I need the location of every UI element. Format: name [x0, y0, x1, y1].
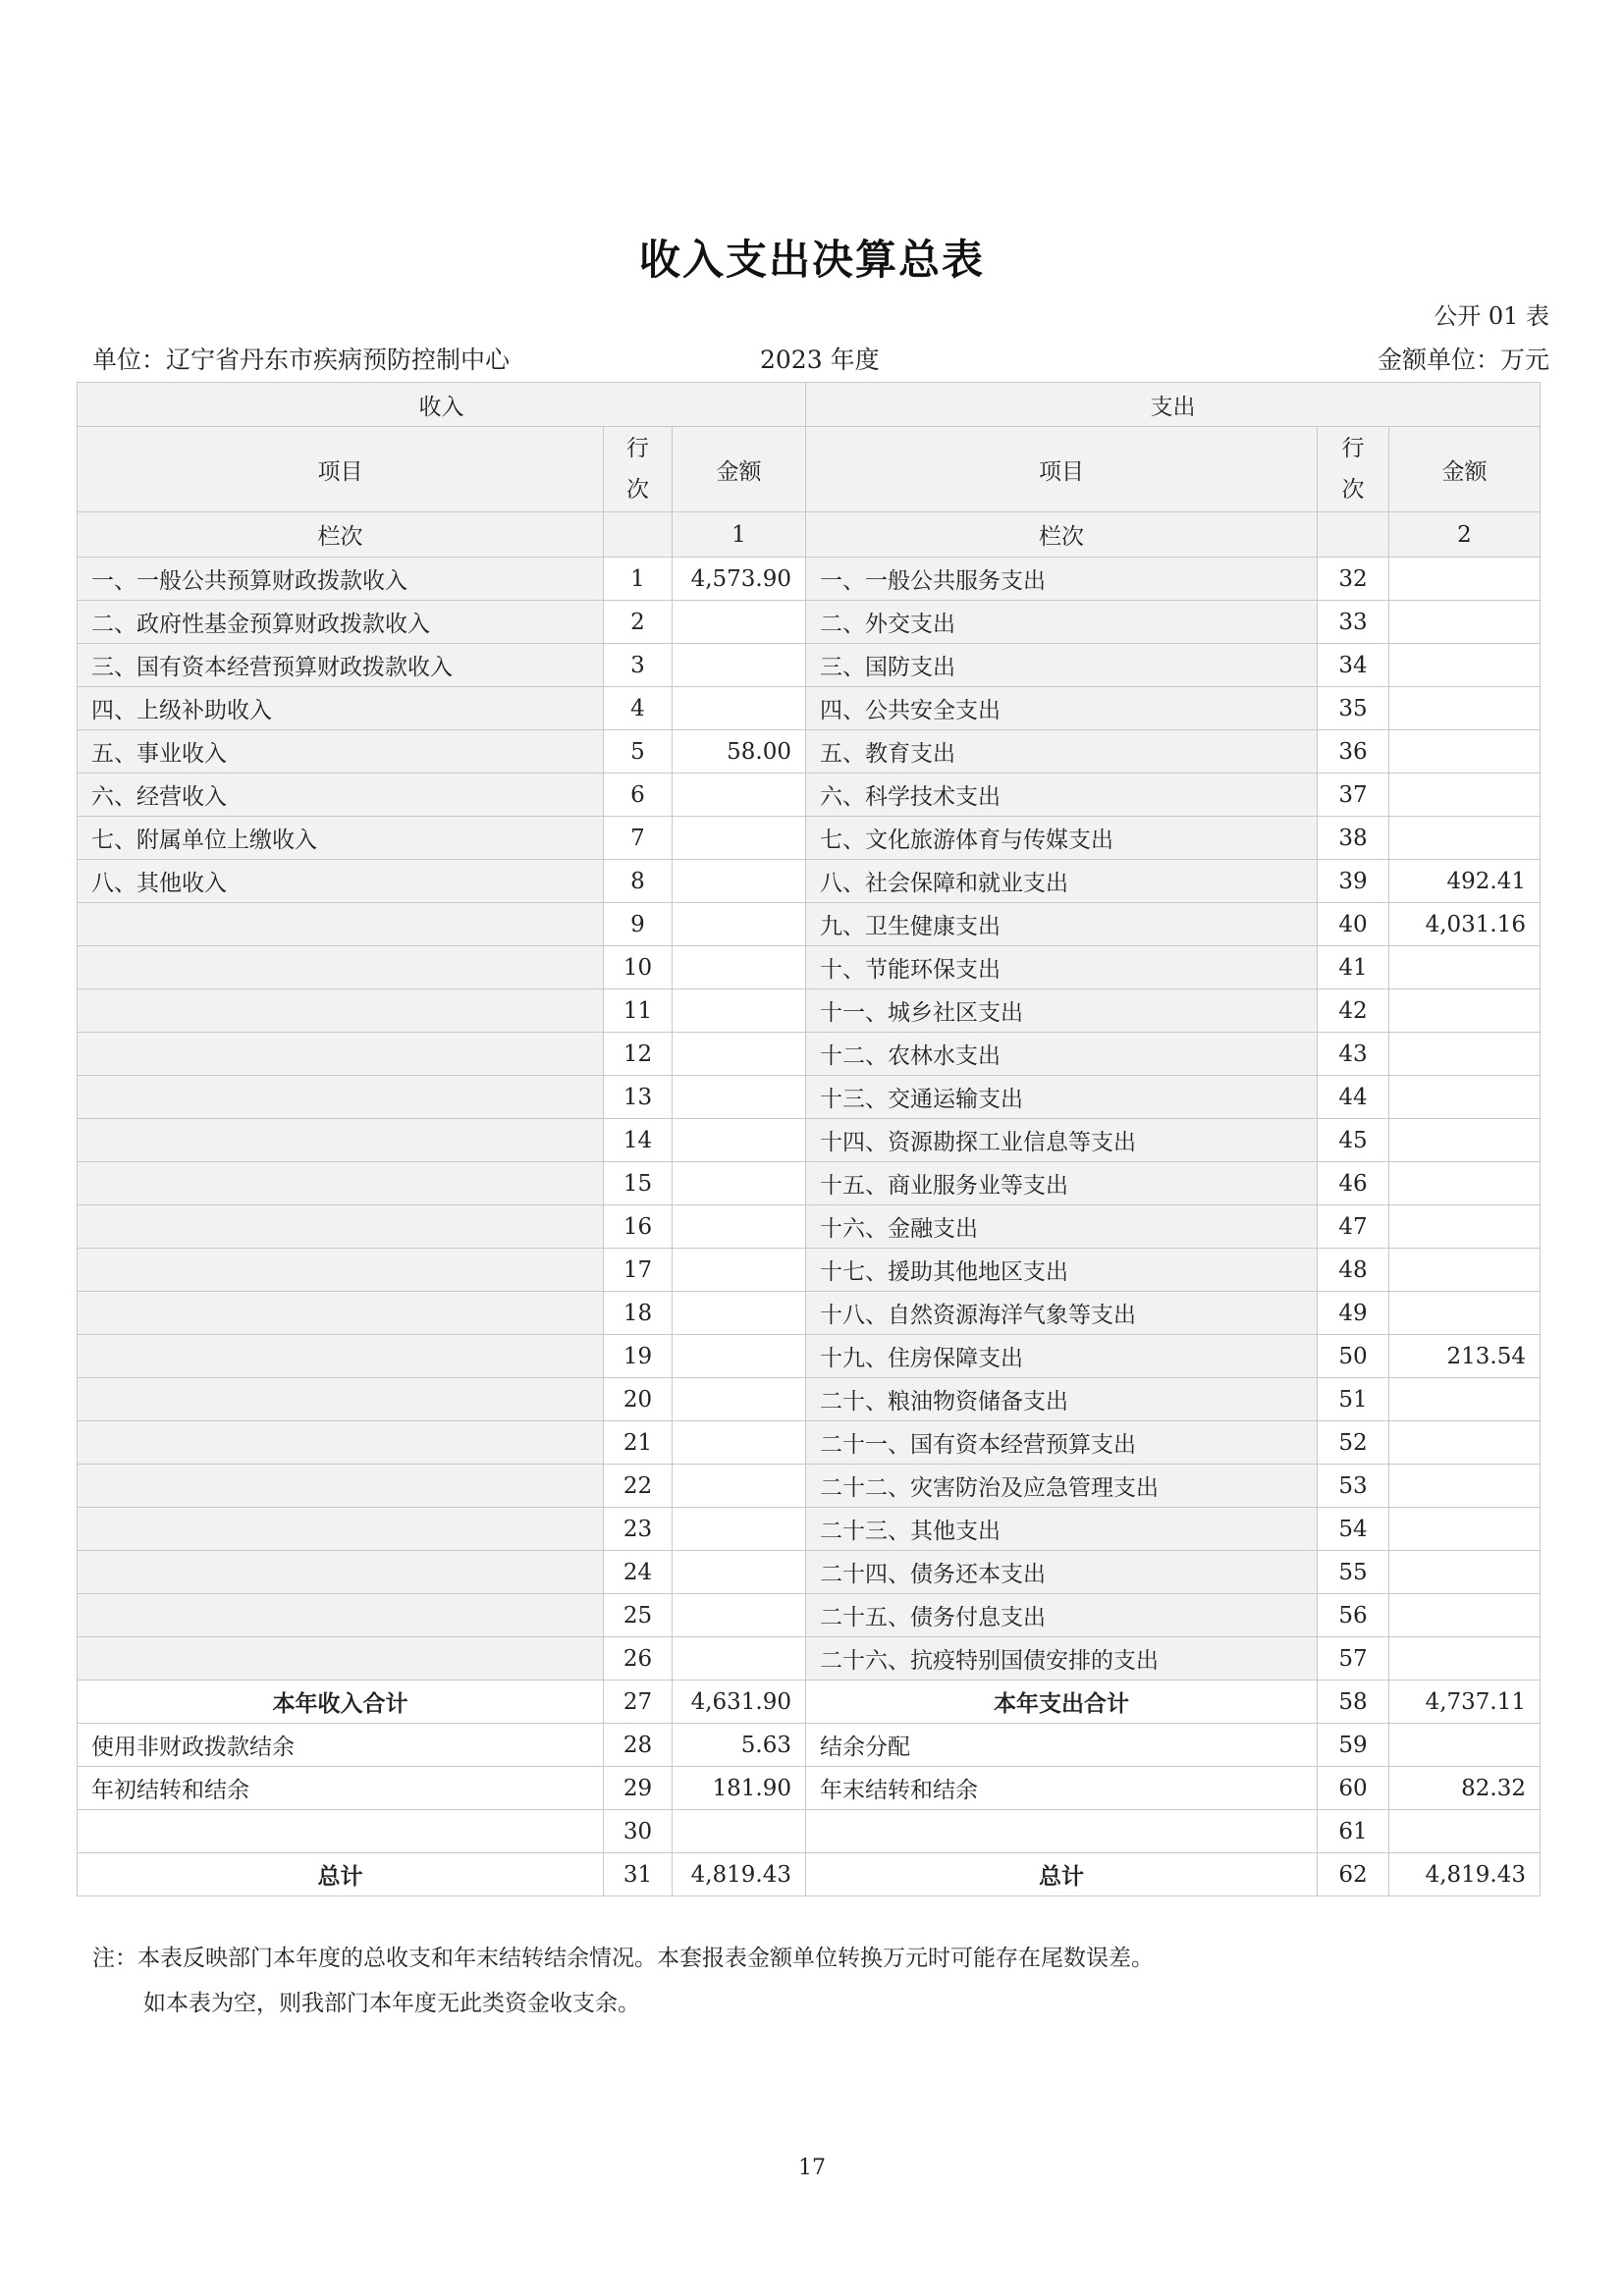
- income-rowno-cell: 21: [604, 1421, 673, 1465]
- expense-amount-cell: [1389, 644, 1541, 687]
- expense-amount-cell: 213.54: [1389, 1335, 1541, 1378]
- expense-amount-cell: 82.32: [1389, 1767, 1541, 1810]
- income-rowno-cell: 18: [604, 1292, 673, 1335]
- expense-rowno-cell: 46: [1318, 1162, 1389, 1205]
- income-rowno-cell: 31: [604, 1853, 673, 1896]
- expense-amount-cell: [1389, 1551, 1541, 1594]
- table-row: [78, 989, 1541, 1033]
- income-amount-cell: [673, 1033, 806, 1076]
- income-item-cell: [78, 1378, 604, 1421]
- income-amount-cell: 4,631.90: [673, 1681, 806, 1724]
- expense-item-cell: 三、国防支出: [806, 644, 1318, 687]
- income-rowno-cell: 11: [604, 989, 673, 1033]
- expense-amount-cell: [1389, 1637, 1541, 1681]
- income-item-cell: [78, 1119, 604, 1162]
- income-item-cell: [78, 1249, 604, 1292]
- expense-amount-cell: [1389, 1249, 1541, 1292]
- expense-item-cell: 十、节能环保支出: [806, 946, 1318, 989]
- expense-column-index-label: 栏次: [806, 512, 1318, 558]
- table-row: [78, 644, 1541, 687]
- income-item-cell: [78, 1292, 604, 1335]
- expense-rowno-cell: 37: [1318, 774, 1389, 817]
- expense-item-cell: 二十五、债务付息支出: [806, 1594, 1318, 1637]
- page-number: 17: [798, 2156, 826, 2180]
- expense-amount-cell: [1389, 1508, 1541, 1551]
- income-item-cell: [78, 1508, 604, 1551]
- expense-amount-cell: [1389, 1724, 1541, 1767]
- expense-amount-cell: [1389, 1594, 1541, 1637]
- income-item-cell: [78, 903, 604, 946]
- income-rowno-cell: 5: [604, 730, 673, 774]
- expense-item-cell: 总计: [806, 1853, 1318, 1896]
- income-amount-cell: [673, 1162, 806, 1205]
- table-row: [78, 1335, 1541, 1378]
- income-rowno-cell: 8: [604, 860, 673, 903]
- expense-rowno-cell: 59: [1318, 1724, 1389, 1767]
- expense-item-cell: 二十三、其他支出: [806, 1508, 1318, 1551]
- income-amount-cell: [673, 1551, 806, 1594]
- expense-rowno-cell: 48: [1318, 1249, 1389, 1292]
- expense-rowno-cell: 44: [1318, 1076, 1389, 1119]
- income-item-cell: [78, 1205, 604, 1249]
- expense-rowno-cell: 60: [1318, 1767, 1389, 1810]
- income-rowno-cell: 1: [604, 558, 673, 601]
- income-item-cell: 五、事业收入: [78, 730, 604, 774]
- table-row: [78, 1033, 1541, 1076]
- table-row: [78, 1810, 1541, 1853]
- expense-item-cell: 十一、城乡社区支出: [806, 989, 1318, 1033]
- expense-amount-cell: [1389, 817, 1541, 860]
- income-rowno-cell: 14: [604, 1119, 673, 1162]
- income-amount-cell: 4,819.43: [673, 1853, 806, 1896]
- table-row: [78, 1205, 1541, 1249]
- income-rowno-cell: 22: [604, 1465, 673, 1508]
- income-amount-cell: 5.63: [673, 1724, 806, 1767]
- table-row: [78, 1076, 1541, 1119]
- expense-amount-cell: 4,031.16: [1389, 903, 1541, 946]
- income-amount-cell: [673, 1335, 806, 1378]
- expense-item-cell: 二十、粮油物资储备支出: [806, 1378, 1318, 1421]
- income-column-index-number: 1: [673, 512, 806, 558]
- note-line-2: 如本表为空，则我部门本年度无此类资金收支余。: [143, 1991, 640, 2016]
- expense-item-cell: 七、文化旅游体育与传媒支出: [806, 817, 1318, 860]
- expense-rowno-cell: 62: [1318, 1853, 1389, 1896]
- income-item-cell: [78, 946, 604, 989]
- income-amount-cell: [673, 687, 806, 730]
- table-row: [78, 558, 1541, 601]
- income-item-cell: [78, 1810, 604, 1853]
- expense-amount-cell: [1389, 558, 1541, 601]
- expense-rowno-cell: 33: [1318, 601, 1389, 644]
- rowno-header-top: 行: [626, 436, 649, 461]
- expense-item-cell: 二十四、债务还本支出: [806, 1551, 1318, 1594]
- income-item-cell: [78, 1335, 604, 1378]
- rowno-header-bottom: 次: [626, 477, 649, 503]
- income-amount-cell: [673, 946, 806, 989]
- income-item-cell: [78, 1551, 604, 1594]
- meta-row: [92, 341, 1549, 376]
- income-rowno-cell: 30: [604, 1810, 673, 1853]
- income-amount-cell: 58.00: [673, 730, 806, 774]
- income-item-cell: [78, 1637, 604, 1681]
- expense-rowno-cell: 56: [1318, 1594, 1389, 1637]
- form-number: 公开 01 表: [1434, 302, 1549, 330]
- expense-amount-cell: [1389, 730, 1541, 774]
- expense-column-index-number: 2: [1389, 512, 1541, 558]
- expense-item-cell: 一、一般公共服务支出: [806, 558, 1318, 601]
- expense-rowno-cell: 34: [1318, 644, 1389, 687]
- expense-item-cell: 六、科学技术支出: [806, 774, 1318, 817]
- expense-rowno-cell: 32: [1318, 558, 1389, 601]
- expense-item-cell: 十八、自然资源海洋气象等支出: [806, 1292, 1318, 1335]
- income-amount-cell: [673, 817, 806, 860]
- expense-amount-cell: [1389, 1205, 1541, 1249]
- expense-amount-cell: [1389, 1292, 1541, 1335]
- table-row: [78, 1767, 1541, 1810]
- rowno-header-top: 行: [1341, 436, 1365, 461]
- income-rowno-cell: 24: [604, 1551, 673, 1594]
- table-row: [78, 730, 1541, 774]
- income-rowno-cell: 19: [604, 1335, 673, 1378]
- table-row: [78, 601, 1541, 644]
- expense-amount-header: 金额: [1389, 427, 1541, 512]
- expense-item-cell: 十九、住房保障支出: [806, 1335, 1318, 1378]
- header-row-sections: [78, 383, 1541, 427]
- income-item-cell: [78, 989, 604, 1033]
- income-rowno-cell: 20: [604, 1378, 673, 1421]
- money-unit: 金额单位：万元: [1377, 346, 1549, 374]
- header-row-index: [78, 512, 1541, 558]
- expense-item-cell: 本年支出合计: [806, 1681, 1318, 1724]
- income-amount-cell: [673, 601, 806, 644]
- expense-rowno-cell: 58: [1318, 1681, 1389, 1724]
- expense-section-header: 支出: [806, 383, 1541, 427]
- expense-item-cell: 八、社会保障和就业支出: [806, 860, 1318, 903]
- income-amount-cell: [673, 989, 806, 1033]
- income-item-cell: [78, 1033, 604, 1076]
- income-amount-cell: [673, 1421, 806, 1465]
- expense-rowno-cell: 41: [1318, 946, 1389, 989]
- expense-amount-cell: [1389, 1162, 1541, 1205]
- expense-item-cell: 四、公共安全支出: [806, 687, 1318, 730]
- income-item-cell: 七、附属单位上缴收入: [78, 817, 604, 860]
- income-item-cell: 使用非财政拨款结余: [78, 1724, 604, 1767]
- table-row: [78, 1421, 1541, 1465]
- income-rowno-cell: 4: [604, 687, 673, 730]
- income-rowno-cell: 10: [604, 946, 673, 989]
- table-row: [78, 903, 1541, 946]
- header-row-columns: [78, 427, 1541, 512]
- expense-amount-cell: [1389, 1033, 1541, 1076]
- income-amount-cell: [673, 1292, 806, 1335]
- income-rowno-cell: 16: [604, 1205, 673, 1249]
- income-column-index-label: 栏次: [78, 512, 604, 558]
- expense-item-cell: 十四、资源勘探工业信息等支出: [806, 1119, 1318, 1162]
- expense-rowno-cell: 49: [1318, 1292, 1389, 1335]
- expense-item-cell: 五、教育支出: [806, 730, 1318, 774]
- expense-item-cell: 十五、商业服务业等支出: [806, 1162, 1318, 1205]
- expense-item-cell: 年末结转和结余: [806, 1767, 1318, 1810]
- expense-rowno-cell: 54: [1318, 1508, 1389, 1551]
- expense-rowno-cell: 38: [1318, 817, 1389, 860]
- expense-amount-cell: [1389, 1810, 1541, 1853]
- expense-item-cell: 结余分配: [806, 1724, 1318, 1767]
- income-item-cell: [78, 1465, 604, 1508]
- expense-amount-cell: 4,737.11: [1389, 1681, 1541, 1724]
- notes: [92, 1936, 1154, 2026]
- income-rowno-cell: 27: [604, 1681, 673, 1724]
- expense-column-index-blank: [1318, 512, 1389, 558]
- income-item-cell: [78, 1162, 604, 1205]
- income-amount-cell: [673, 1465, 806, 1508]
- income-item-cell: 年初结转和结余: [78, 1767, 604, 1810]
- table-row: [78, 1292, 1541, 1335]
- expense-rowno-cell: 55: [1318, 1551, 1389, 1594]
- income-item-cell: [78, 1076, 604, 1119]
- income-item-cell: 二、政府性基金预算财政拨款收入: [78, 601, 604, 644]
- expense-amount-cell: [1389, 989, 1541, 1033]
- income-rowno-cell: 12: [604, 1033, 673, 1076]
- income-rowno-cell: 9: [604, 903, 673, 946]
- expense-item-cell: 十二、农林水支出: [806, 1033, 1318, 1076]
- income-rowno-cell: 17: [604, 1249, 673, 1292]
- table-row: [78, 946, 1541, 989]
- income-rowno-cell: 13: [604, 1076, 673, 1119]
- table-row: [78, 1551, 1541, 1594]
- expense-item-cell: 十六、金融支出: [806, 1205, 1318, 1249]
- budget-summary-table: [77, 382, 1541, 1896]
- table-row: [78, 860, 1541, 903]
- income-rowno-cell: 26: [604, 1637, 673, 1681]
- income-item-cell: 八、其他收入: [78, 860, 604, 903]
- income-amount-cell: [673, 1119, 806, 1162]
- income-amount-cell: 181.90: [673, 1767, 806, 1810]
- expense-amount-cell: [1389, 601, 1541, 644]
- unit-label: 单位：辽宁省丹东市疾病预防控制中心: [92, 346, 511, 374]
- table-row: [78, 1853, 1541, 1896]
- expense-amount-cell: [1389, 1465, 1541, 1508]
- expense-rowno-cell: 53: [1318, 1465, 1389, 1508]
- income-amount-cell: [673, 1378, 806, 1421]
- income-amount-header: 金额: [673, 427, 806, 512]
- expense-item-cell: 九、卫生健康支出: [806, 903, 1318, 946]
- expense-rowno-cell: 51: [1318, 1378, 1389, 1421]
- table-row: [78, 1249, 1541, 1292]
- table-row: [78, 1119, 1541, 1162]
- expense-rowno-cell: 36: [1318, 730, 1389, 774]
- expense-amount-cell: [1389, 1076, 1541, 1119]
- expense-amount-cell: 4,819.43: [1389, 1853, 1541, 1896]
- income-item-cell: 四、上级补助收入: [78, 687, 604, 730]
- rowno-header-bottom: 次: [1341, 477, 1365, 503]
- income-item-cell: 总计: [78, 1853, 604, 1896]
- expense-item-cell: 二、外交支出: [806, 601, 1318, 644]
- income-rowno-cell: 29: [604, 1767, 673, 1810]
- expense-amount-cell: [1389, 946, 1541, 989]
- income-amount-cell: [673, 774, 806, 817]
- table-row: [78, 1594, 1541, 1637]
- expense-amount-cell: [1389, 1421, 1541, 1465]
- fiscal-year: 2023 年度: [760, 346, 880, 374]
- income-rowno-cell: 23: [604, 1508, 673, 1551]
- expense-item-cell: 二十六、抗疫特别国债安排的支出: [806, 1637, 1318, 1681]
- expense-amount-cell: [1389, 1119, 1541, 1162]
- income-amount-cell: [673, 644, 806, 687]
- expense-rowno-cell: 42: [1318, 989, 1389, 1033]
- expense-rowno-cell: 61: [1318, 1810, 1389, 1853]
- note-line-1: 注：本表反映部门本年度的总收支和年末结转结余情况。本套报表金额单位转换万元时可能存在尾数误差。: [92, 1946, 1154, 1971]
- income-section-header: 收入: [78, 383, 806, 427]
- income-amount-cell: [673, 1594, 806, 1637]
- table-row: [78, 774, 1541, 817]
- expense-amount-cell: [1389, 774, 1541, 817]
- expense-rowno-cell: 35: [1318, 687, 1389, 730]
- table-row: [78, 1162, 1541, 1205]
- income-item-cell: 六、经营收入: [78, 774, 604, 817]
- income-rowno-cell: 15: [604, 1162, 673, 1205]
- income-rowno-cell: 6: [604, 774, 673, 817]
- income-amount-cell: [673, 1205, 806, 1249]
- income-amount-cell: [673, 860, 806, 903]
- table-row: [78, 1681, 1541, 1724]
- table-row: [78, 1724, 1541, 1767]
- table-row: [78, 1378, 1541, 1421]
- income-column-index-blank: [604, 512, 673, 558]
- income-item-header: 项目: [78, 427, 604, 512]
- income-item-cell: 一、一般公共预算财政拨款收入: [78, 558, 604, 601]
- table-row: [78, 1637, 1541, 1681]
- expense-rowno-cell: 57: [1318, 1637, 1389, 1681]
- income-rowno-cell: 28: [604, 1724, 673, 1767]
- expense-rowno-cell: 40: [1318, 903, 1389, 946]
- page-title: 收入支出决算总表: [638, 236, 985, 284]
- expense-rowno-cell: 43: [1318, 1033, 1389, 1076]
- expense-amount-cell: [1389, 1378, 1541, 1421]
- income-rowno-cell: 25: [604, 1594, 673, 1637]
- income-rowno-cell: 7: [604, 817, 673, 860]
- income-item-cell: 三、国有资本经营预算财政拨款收入: [78, 644, 604, 687]
- table-row: [78, 817, 1541, 860]
- expense-rowno-cell: 52: [1318, 1421, 1389, 1465]
- income-item-cell: [78, 1594, 604, 1637]
- income-amount-cell: [673, 1637, 806, 1681]
- income-rowno-cell: 3: [604, 644, 673, 687]
- income-item-cell: 本年收入合计: [78, 1681, 604, 1724]
- income-rowno-header: [604, 427, 673, 512]
- income-amount-cell: [673, 1076, 806, 1119]
- expense-rowno-cell: 45: [1318, 1119, 1389, 1162]
- expense-item-cell: [806, 1810, 1318, 1853]
- income-amount-cell: 4,573.90: [673, 558, 806, 601]
- income-amount-cell: [673, 1810, 806, 1853]
- expense-rowno-header: [1318, 427, 1389, 512]
- expense-amount-cell: 492.41: [1389, 860, 1541, 903]
- table-row: [78, 1465, 1541, 1508]
- income-amount-cell: [673, 1508, 806, 1551]
- expense-item-cell: 十七、援助其他地区支出: [806, 1249, 1318, 1292]
- income-rowno-cell: 2: [604, 601, 673, 644]
- expense-item-cell: 二十一、国有资本经营预算支出: [806, 1421, 1318, 1465]
- expense-item-header: 项目: [806, 427, 1318, 512]
- income-item-cell: [78, 1421, 604, 1465]
- expense-item-cell: 二十二、灾害防治及应急管理支出: [806, 1465, 1318, 1508]
- income-amount-cell: [673, 1249, 806, 1292]
- table-row: [78, 1508, 1541, 1551]
- table-row: [78, 687, 1541, 730]
- expense-rowno-cell: 50: [1318, 1335, 1389, 1378]
- income-amount-cell: [673, 903, 806, 946]
- expense-item-cell: 十三、交通运输支出: [806, 1076, 1318, 1119]
- expense-amount-cell: [1389, 687, 1541, 730]
- expense-rowno-cell: 47: [1318, 1205, 1389, 1249]
- expense-rowno-cell: 39: [1318, 860, 1389, 903]
